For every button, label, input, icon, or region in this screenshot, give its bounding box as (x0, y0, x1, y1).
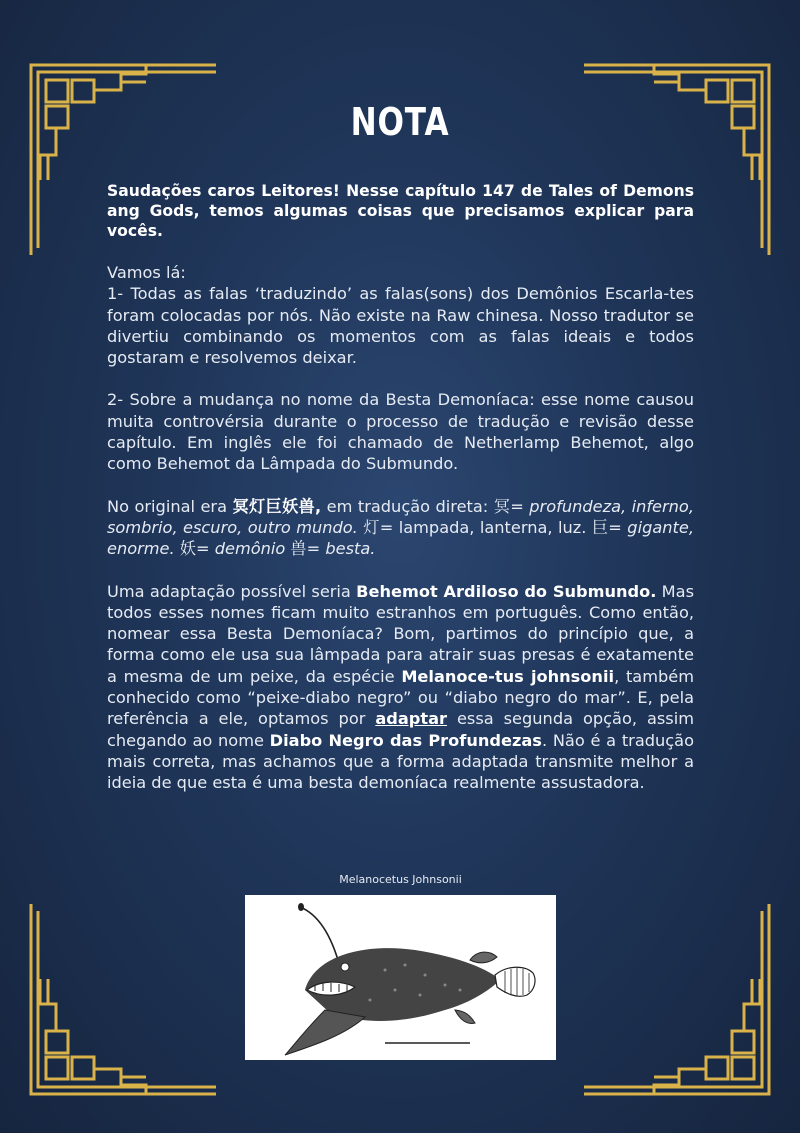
p3-definition-4: besta. (325, 539, 376, 559)
paragraph-4 (107, 581, 694, 794)
p3-text-1: No original era (107, 496, 233, 516)
p4-text-4: essa segunda opção, assim chegando ao nome (107, 709, 694, 750)
p3-definition-1: profundeza, inferno, sombrio, escuro, outro mundo. (107, 496, 694, 537)
p4-underline: adaptar (375, 709, 447, 729)
p4-highlight-1: Behemot Ardiloso do Submundo. (356, 581, 657, 601)
paragraph-3 (107, 496, 694, 560)
p4-highlight-3: Diabo Negro das Profundezas (269, 730, 542, 750)
chinese-original-name: 冥灯巨妖兽, (232, 496, 322, 516)
corner-ornament-bottom-left (26, 899, 226, 1099)
paragraph-1 (107, 262, 694, 368)
paragraph-1-lead: Vamos lá: (107, 263, 186, 282)
p3-text-5: 兽= (285, 539, 326, 559)
p3-definition-3: demônio (214, 539, 286, 559)
corner-ornament-bottom-right (574, 899, 774, 1099)
p4-text-5: . Não é a tradução mais correta, mas achamos que a forma adaptada transmite melhor a ideia de que esta é uma besta demoníaca realmente assustadora. (107, 730, 695, 793)
p4-text-2: Mas todos esses nomes ficam muito estranhos em português. Como então, nomear essa Besta Demoníaca? Bom, partimos do princípio que, a forma como ele usa sua lâmpada para atrair suas presas é exatamente a mesma de um peixe, da espécie (107, 581, 695, 686)
p3-text-2: em tradução direta: 冥= (321, 496, 530, 516)
p4-text-3: , também conhecido como “peixe-diabo negro” ou “diabo negro do mar”. E, pela referência a ele, optamos por (107, 666, 694, 729)
p3-definition-2: gigante, enorme. (107, 517, 694, 559)
anglerfish-illustration (245, 895, 556, 1060)
note-body (107, 181, 694, 815)
intro-paragraph: Saudações caros Leitores! Nesse capítulo 147 de Tales of Demons ang Gods, temos algumas coisas que precisamos explicar para vocês. (107, 182, 694, 240)
figure-caption: Melanocetus Johnsonii (339, 873, 462, 886)
p3-text-3: 灯= lampada, lanterna, luz. 巨= (357, 517, 628, 537)
page-title: NOTA (350, 100, 450, 144)
p4-highlight-2: Melanoce-tus johnsonii (401, 666, 615, 686)
anglerfish-drawing (245, 895, 556, 1060)
p4-text-1: Uma adaptação possível seria (107, 581, 357, 601)
p3-text-4: 妖= (174, 539, 215, 559)
paragraph-1-text: 1- Todas as falas ‘traduzindo’ as falas(sons) dos Demônios Escarla-tes foram colocadas por nós. Não existe na Raw chinesa. Nosso tradutor se divertiu combinando os momentos com as falas ideais e todos gostaram e resolvemos deixar. (107, 284, 694, 368)
paragraph-2: 2- Sobre a mudança no nome da Besta Demoníaca: esse nome causou muita controvérsia durante o processo de tradução e revisão desse capítulo. Em inglês ele foi chamado de Netherlamp Behemot, algo como Behemot da Lâmpada do Submundo. (107, 390, 694, 474)
